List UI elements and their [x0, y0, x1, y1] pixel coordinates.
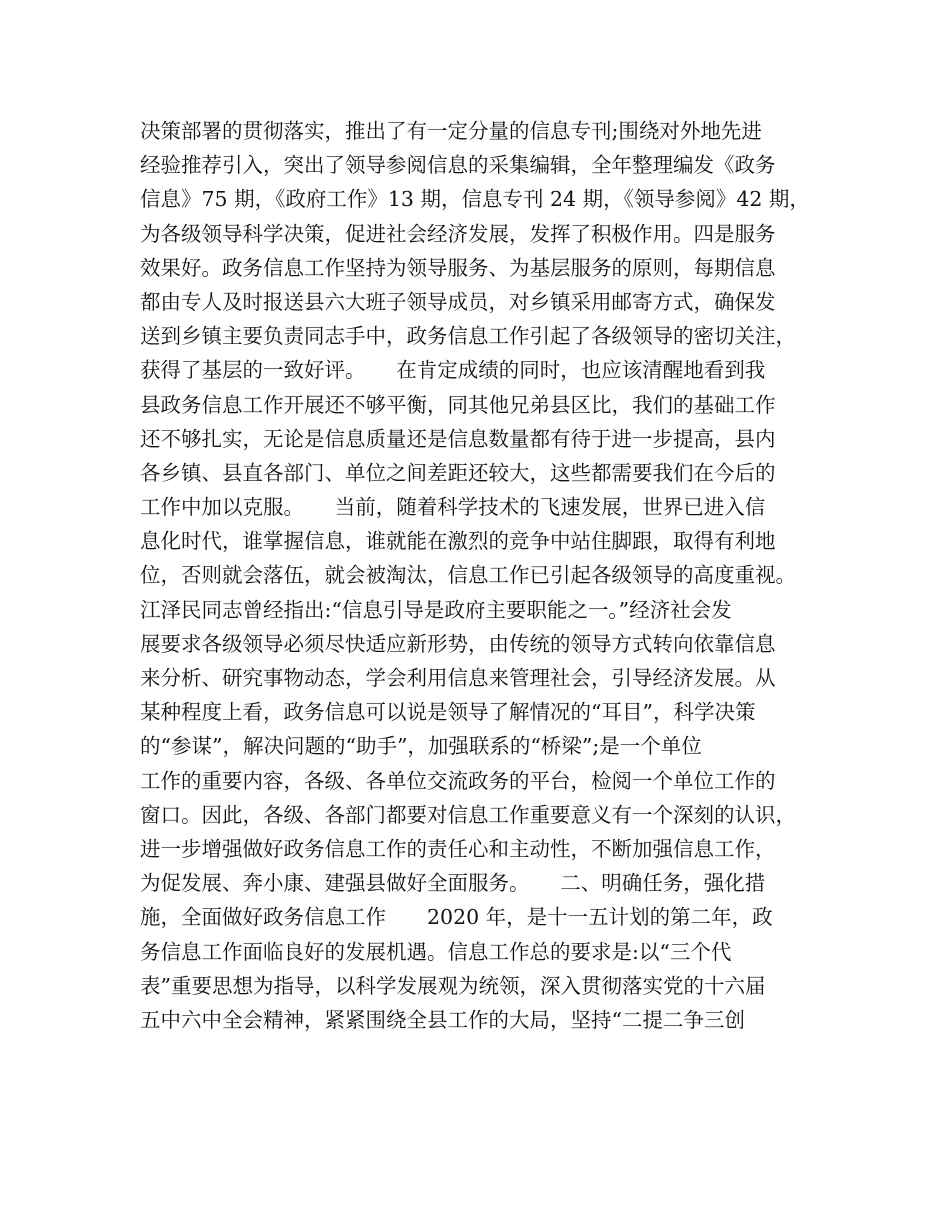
text-line: 施，全面做好政务信息工作 2020 年，是十一五计划的第二年，政 [140, 905, 773, 930]
text-line: 江泽民同志曾经指出:“信息引导是政府主要职能之一。”经济社会发 [140, 597, 732, 622]
document-body [140, 114, 830, 1037]
text-line: 展要求各级领导必须尽快适应新形势，由传统的领导方式转向依靠信息 [140, 631, 776, 656]
text-line: 效果好。政务信息工作坚持为领导服务、为基层服务的原则，每期信息 [140, 255, 776, 280]
text-line: 某种程度上看，政务信息可以说是领导了解情况的“耳目”，科学决策 [140, 700, 756, 725]
text-line: 进一步增强做好政务信息工作的责任心和主动性，不断加强信息工作， [140, 836, 776, 861]
text-line: 经验推荐引入，突出了领导参阅信息的采集编辑，全年整理编发《政务 [140, 153, 776, 178]
text-line: 务信息工作面临良好的发展机遇。信息工作总的要求是:以“三个代 [140, 939, 732, 964]
text-line: 来分析、研究事物动态，学会利用信息来管理社会，引导经济发展。从 [140, 666, 776, 690]
text-line: 工作中加以克服。 当前，随着科学技术的飞速发展，世界已进入信 [140, 495, 766, 520]
text-line: 工作的重要内容，各级、各单位交流政务的平台，检阅一个单位工作的 [140, 768, 776, 793]
text-line: 各乡镇、县直各部门、单位之间差距还较大，这些都需要我们在今后的 [140, 460, 776, 485]
text-line: 决策部署的贯彻落实，推出了有一定分量的信息专刊;围绕对外地先进 [140, 119, 762, 143]
text-line: 表”重要思想为指导，以科学发展观为统领，深入贯彻落实党的十六届 [140, 973, 766, 998]
text-line: 获得了基层的一致好评。 在肯定成绩的同时，也应该清醒地看到我 [140, 358, 766, 383]
text-line: 窗口。因此，各级、各部门都要对信息工作重要意义有一个深刻的认识， [140, 802, 796, 827]
text-line: 信息》75 期，《政府工作》13 期，信息专刊 24 期，《领导参阅》42 期， [140, 187, 810, 212]
text-line: 县政务信息工作开展还不够平衡，同其他兄弟县区比，我们的基础工作 [140, 392, 776, 417]
text-line: 为促发展、奔小康、建强县做好全面服务。 二、明确任务，强化措 [140, 871, 766, 896]
text-line: 都由专人及时报送县六大班子领导成员，对乡镇采用邮寄方式，确保发 [140, 289, 776, 314]
text-line: 五中六中全会精神，紧紧围绕全县工作的大局，坚持“二提二争三创 [140, 1007, 745, 1032]
text-line: 位，否则就会落伍，就会被淘汰，信息工作已引起各级领导的高度重视。 [140, 563, 796, 588]
text-line: 为各级领导科学决策，促进社会经济发展，发挥了积极作用。四是服务 [140, 221, 776, 246]
text-line: 还不够扎实，无论是信息质量还是信息数量都有待于进一步提高，县内 [140, 426, 776, 451]
text-line: 的“参谋”，解决问题的“助手”，加强联系的“桥梁”;是一个单位 [140, 734, 702, 759]
text-line: 息化时代，谁掌握信息，谁就能在激烈的竞争中站住脚跟，取得有利地 [140, 529, 776, 554]
text-line: 送到乡镇主要负责同志手中，政务信息工作引起了各级领导的密切关注， [140, 324, 796, 349]
